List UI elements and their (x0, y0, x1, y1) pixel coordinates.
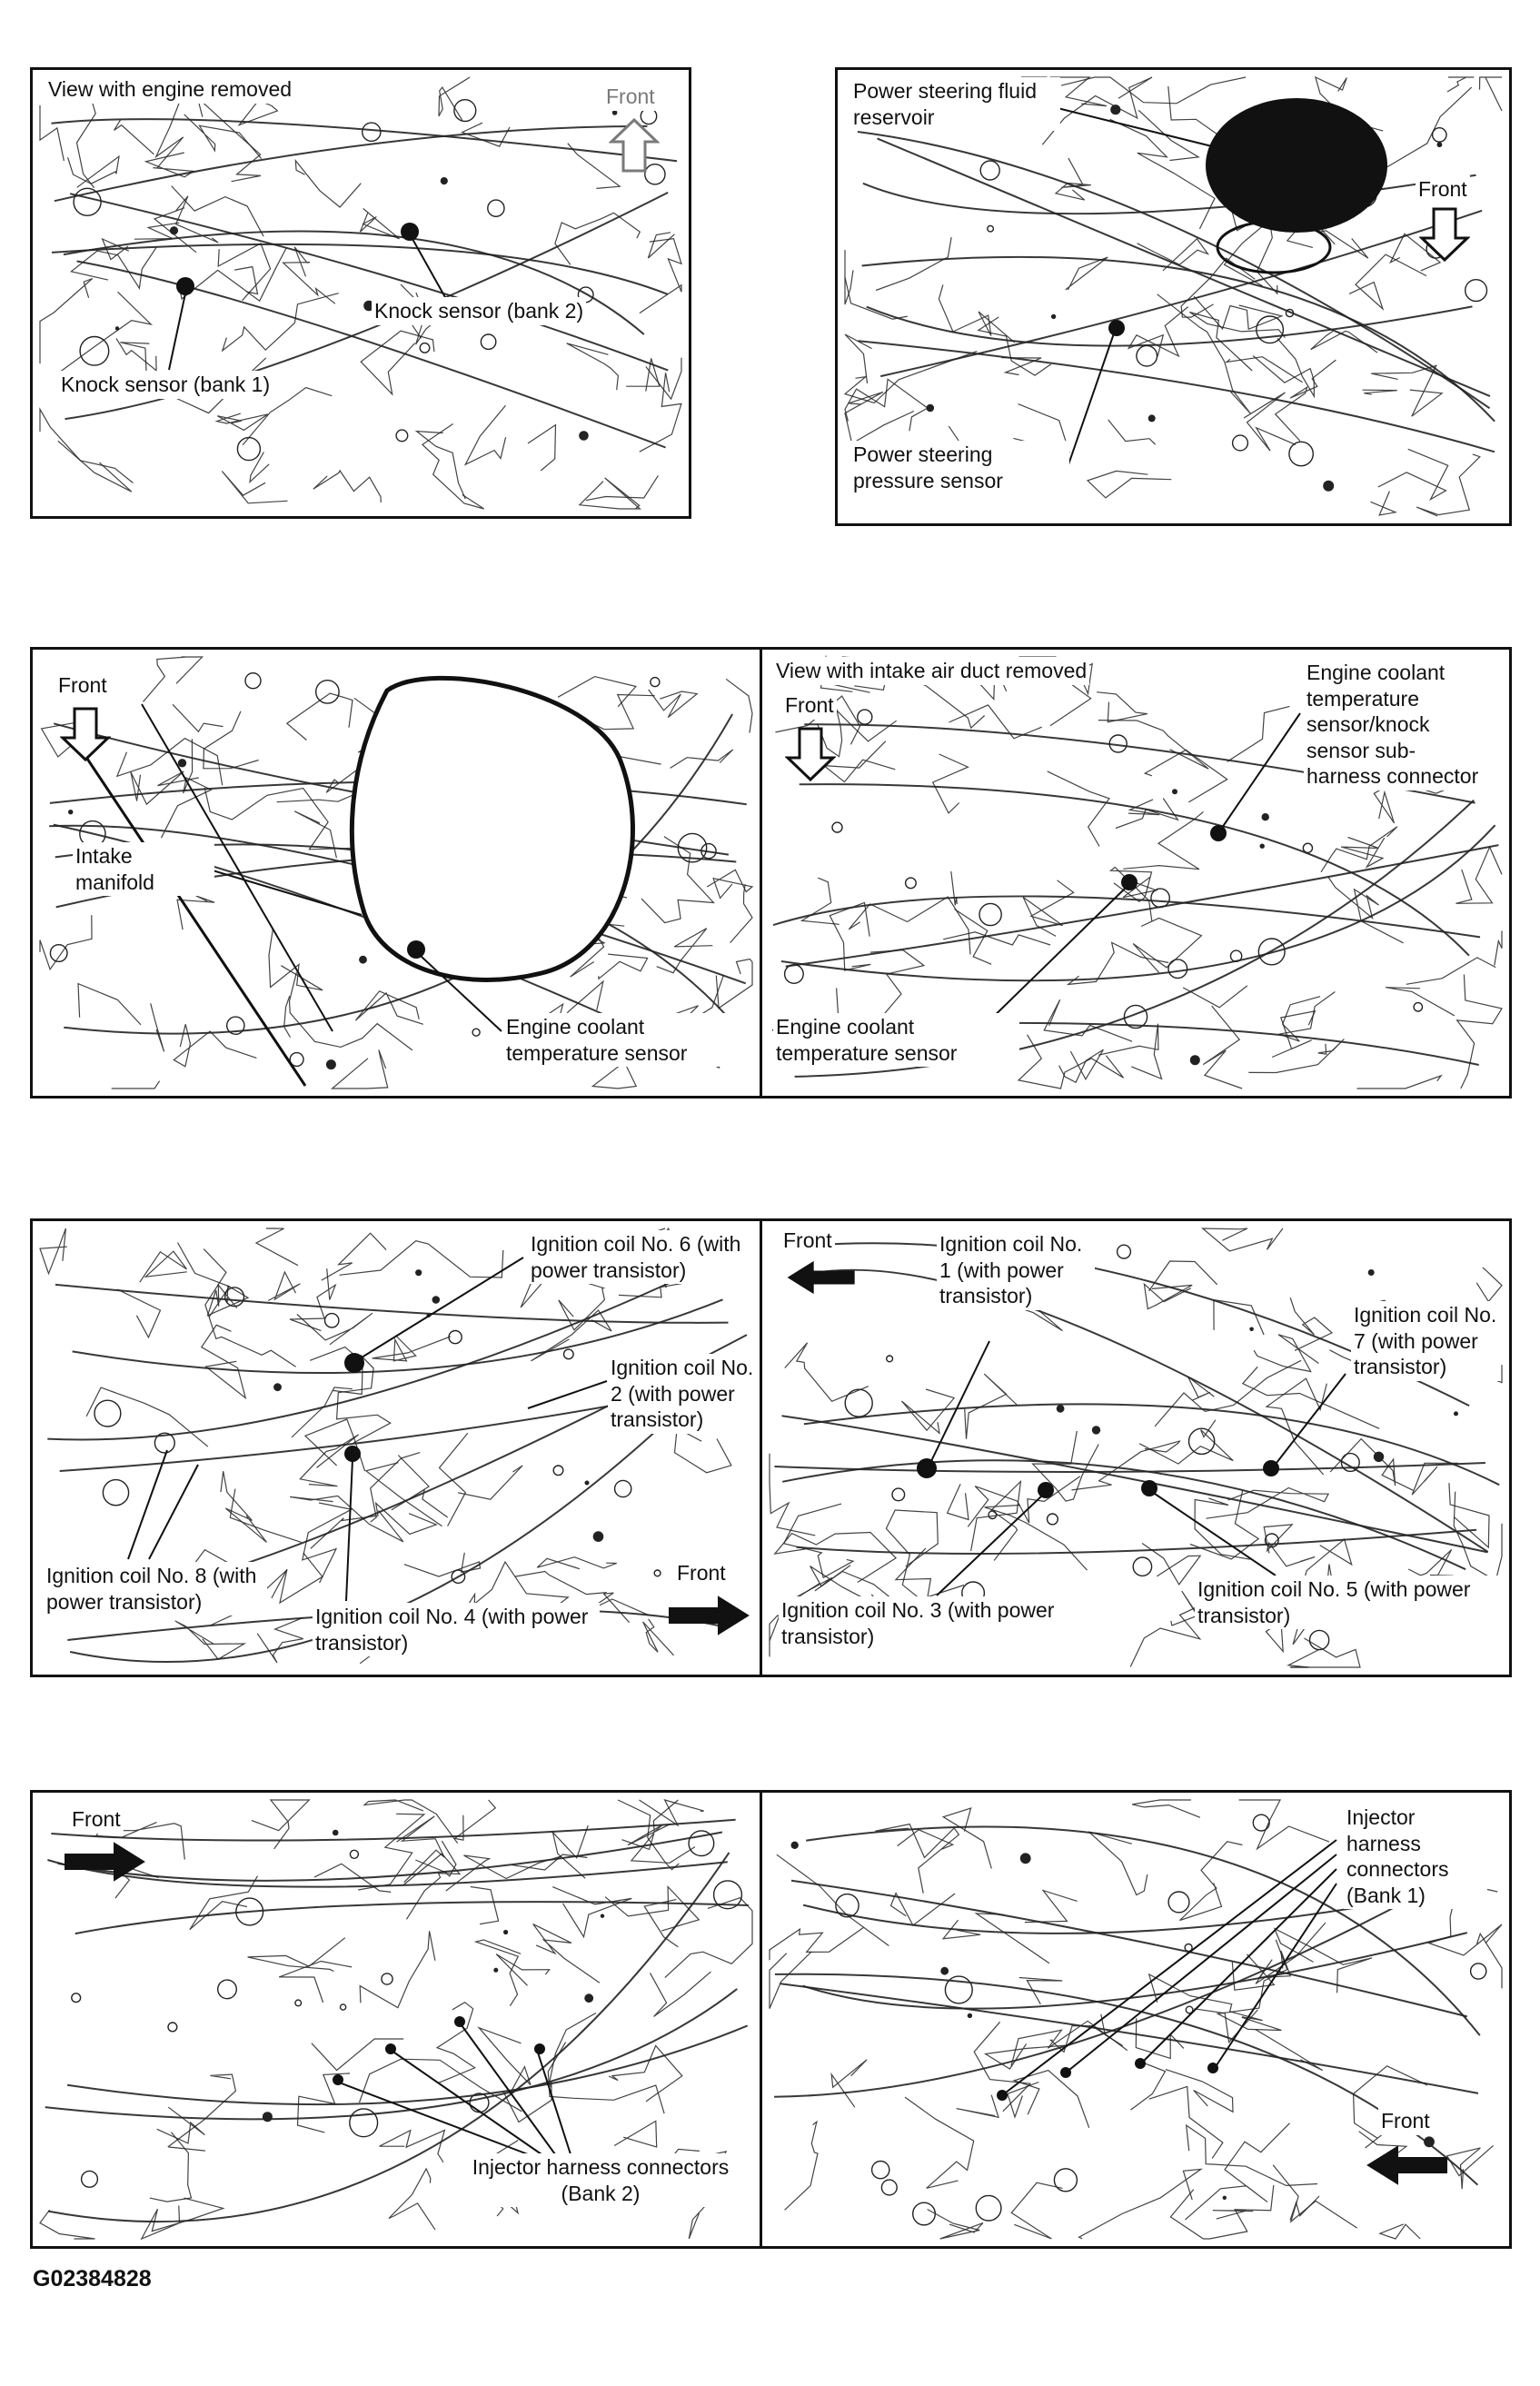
front-label: Front (603, 83, 658, 111)
panel-title: View with engine removed (45, 75, 294, 104)
knock-sensor-bank1-label: Knock sensor (bank 1) (58, 371, 273, 399)
front-arrow-left-icon (785, 1259, 858, 1296)
knock-sensor-bank2-label: Knock sensor (bank 2) (372, 297, 586, 325)
fluid-reservoir-label: Power steering fluid reservoir (850, 77, 1060, 131)
front-label: Front (1378, 2107, 1433, 2135)
panel-injectors-bank2 (30, 1790, 762, 2249)
injector-connectors-bank1-label: Injector harness connectors (Bank 1) (1344, 1804, 1487, 1909)
front-arrow-up-icon (609, 117, 660, 174)
coolant-sensor-label: Engine coolant temperature sensor (503, 1013, 762, 1067)
ignition-coil-4-label: Ignition coil No. 4 (with power transistor) (313, 1603, 600, 1656)
panel-intake-manifold (30, 647, 762, 1099)
intake-manifold-label: Intake manifold (73, 842, 214, 896)
ignition-coil-6-label: Ignition coil No. 6 (with power transistor) (528, 1230, 762, 1284)
subharness-connector-label: Engine coolant temperature sensor/knock sensor sub-harness connector (1304, 659, 1491, 790)
ignition-coil-8-label: Ignition coil No. 8 (with power transistor) (44, 1562, 267, 1616)
panel-title: View with intake air duct removed (773, 657, 1089, 685)
front-arrow-right-icon (667, 1594, 750, 1637)
front-arrow-down-icon (60, 706, 111, 762)
panel-power-steering (835, 67, 1512, 526)
figure-id: G02384828 (33, 2266, 152, 2292)
front-arrow-right-icon (63, 1840, 146, 1884)
front-label: Front (55, 671, 110, 700)
leader-lines (33, 70, 689, 516)
ignition-coil-2-label: Ignition coil No. 2 (with power transistor) (608, 1354, 757, 1434)
panel-ignition-coils-left (30, 1218, 762, 1677)
front-arrow-down-icon (785, 726, 836, 782)
ignition-coil-1-label: Ignition coil No. 1 (with power transistor) (937, 1230, 1095, 1310)
pressure-sensor-label: Power steering pressure sensor (850, 441, 1069, 494)
panel-air-duct-removed (760, 647, 1512, 1099)
front-label: Front (69, 1805, 124, 1834)
coolant-sensor-label: Engine coolant temperature sensor (773, 1013, 1019, 1067)
front-arrow-left-icon (1366, 2143, 1449, 2187)
ignition-coil-7-label: Ignition coil No. 7 (with power transistor) (1351, 1301, 1500, 1381)
injector-connectors-bank2-label: Injector harness connectors (Bank 2) (443, 2153, 758, 2207)
front-label: Front (782, 691, 837, 720)
panel-injectors-bank1 (760, 1790, 1512, 2249)
front-label: Front (1416, 175, 1470, 204)
ignition-coil-5-label: Ignition coil No. 5 (with power transistor) (1195, 1576, 1500, 1629)
panel-knock-sensors (30, 67, 691, 519)
front-arrow-down-icon (1419, 206, 1470, 263)
front-label: Front (780, 1227, 835, 1255)
front-label: Front (674, 1559, 729, 1587)
panel-ignition-coils-right (760, 1218, 1512, 1677)
ignition-coil-3-label: Ignition coil No. 3 (with power transistor) (779, 1596, 1066, 1650)
